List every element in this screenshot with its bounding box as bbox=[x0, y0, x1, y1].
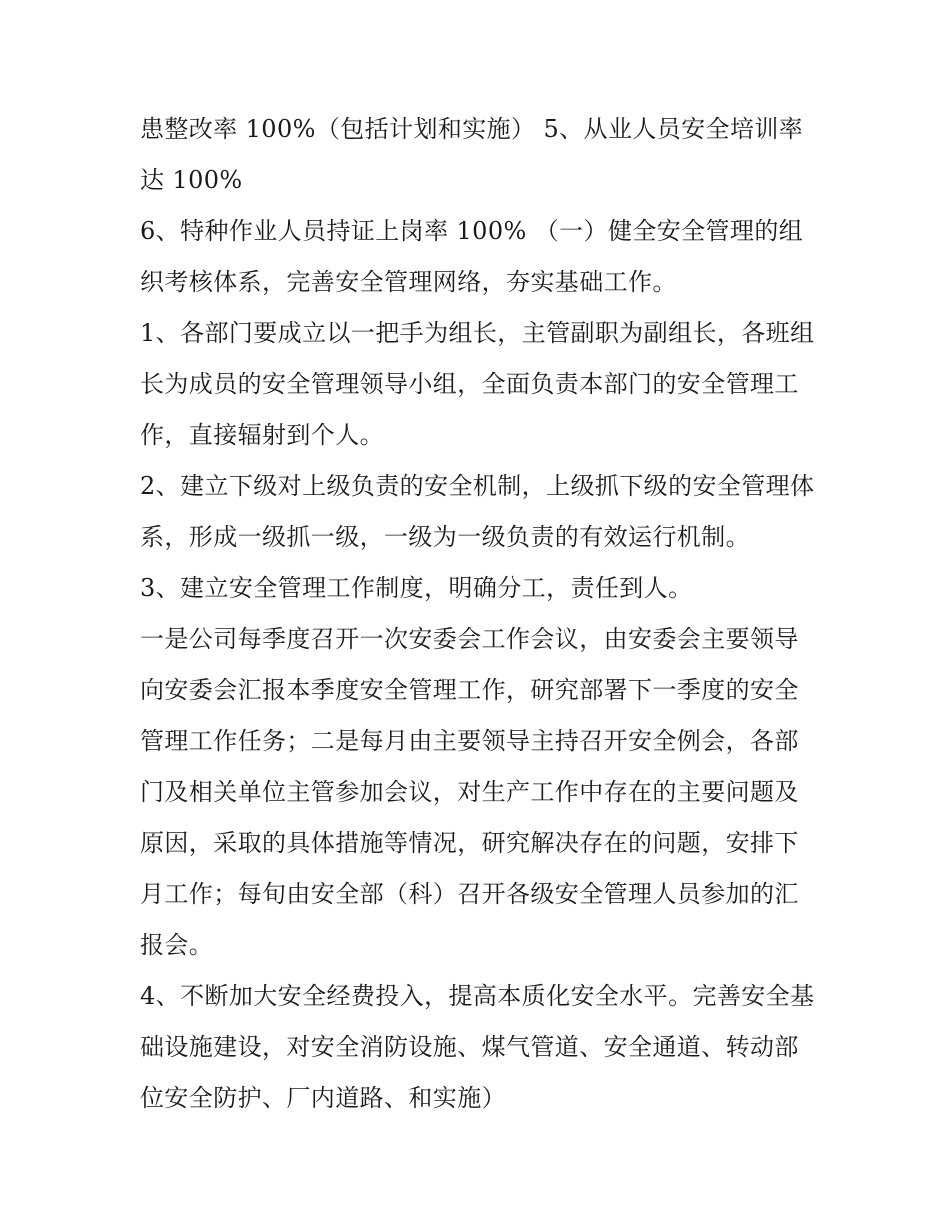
paragraph: 6、特种作业人员持证上岗率 100% （一）健全安全管理的组织考核体系，完善安全管理网络，夯实基础工作。 bbox=[140, 217, 804, 296]
document-body bbox=[140, 104, 820, 1124]
paragraph: 2、建立下级对上级负责的安全机制，上级抓下级的安全管理体系，形成一级抓一级，一级为一级负责的有效运行机制。 bbox=[140, 472, 815, 551]
paragraph: 4、不断加大安全经费投入，提高本质化安全水平。完善安全基础设施建设，对安全消防设施、煤气管道、安全通道、转动部位安全防护、厂内道路、和实施） bbox=[140, 982, 815, 1112]
paragraph: 1、各部门要成立以一把手为组长，主管副职为副组长，各班组长为成员的安全管理领导小组，全面负责本部门的安全管理工作，直接辐射到个人。 bbox=[140, 319, 815, 449]
paragraph: 患整改率 100%（包括计划和实施） 5、从业人员安全培训率达 100% bbox=[140, 115, 804, 194]
paragraph: 3、建立安全管理工作制度，明确分工，责任到人。 bbox=[140, 574, 693, 602]
paragraph: 一是公司每季度召开一次安委会工作会议，由安委会主要领导向安委会汇报本季度安全管理工作，研究部署下一季度的安全管理工作任务；二是每月由主要领导主持召开安全例会，各部门及相关单位主管参加会议，对生产工作中存在的主要问题及原因，采取的具体措施等情况，研究解决存在的问题，安排下月工作；每旬由安全部（科）召开各级安全管理人员参加的汇报会。 bbox=[140, 625, 799, 959]
